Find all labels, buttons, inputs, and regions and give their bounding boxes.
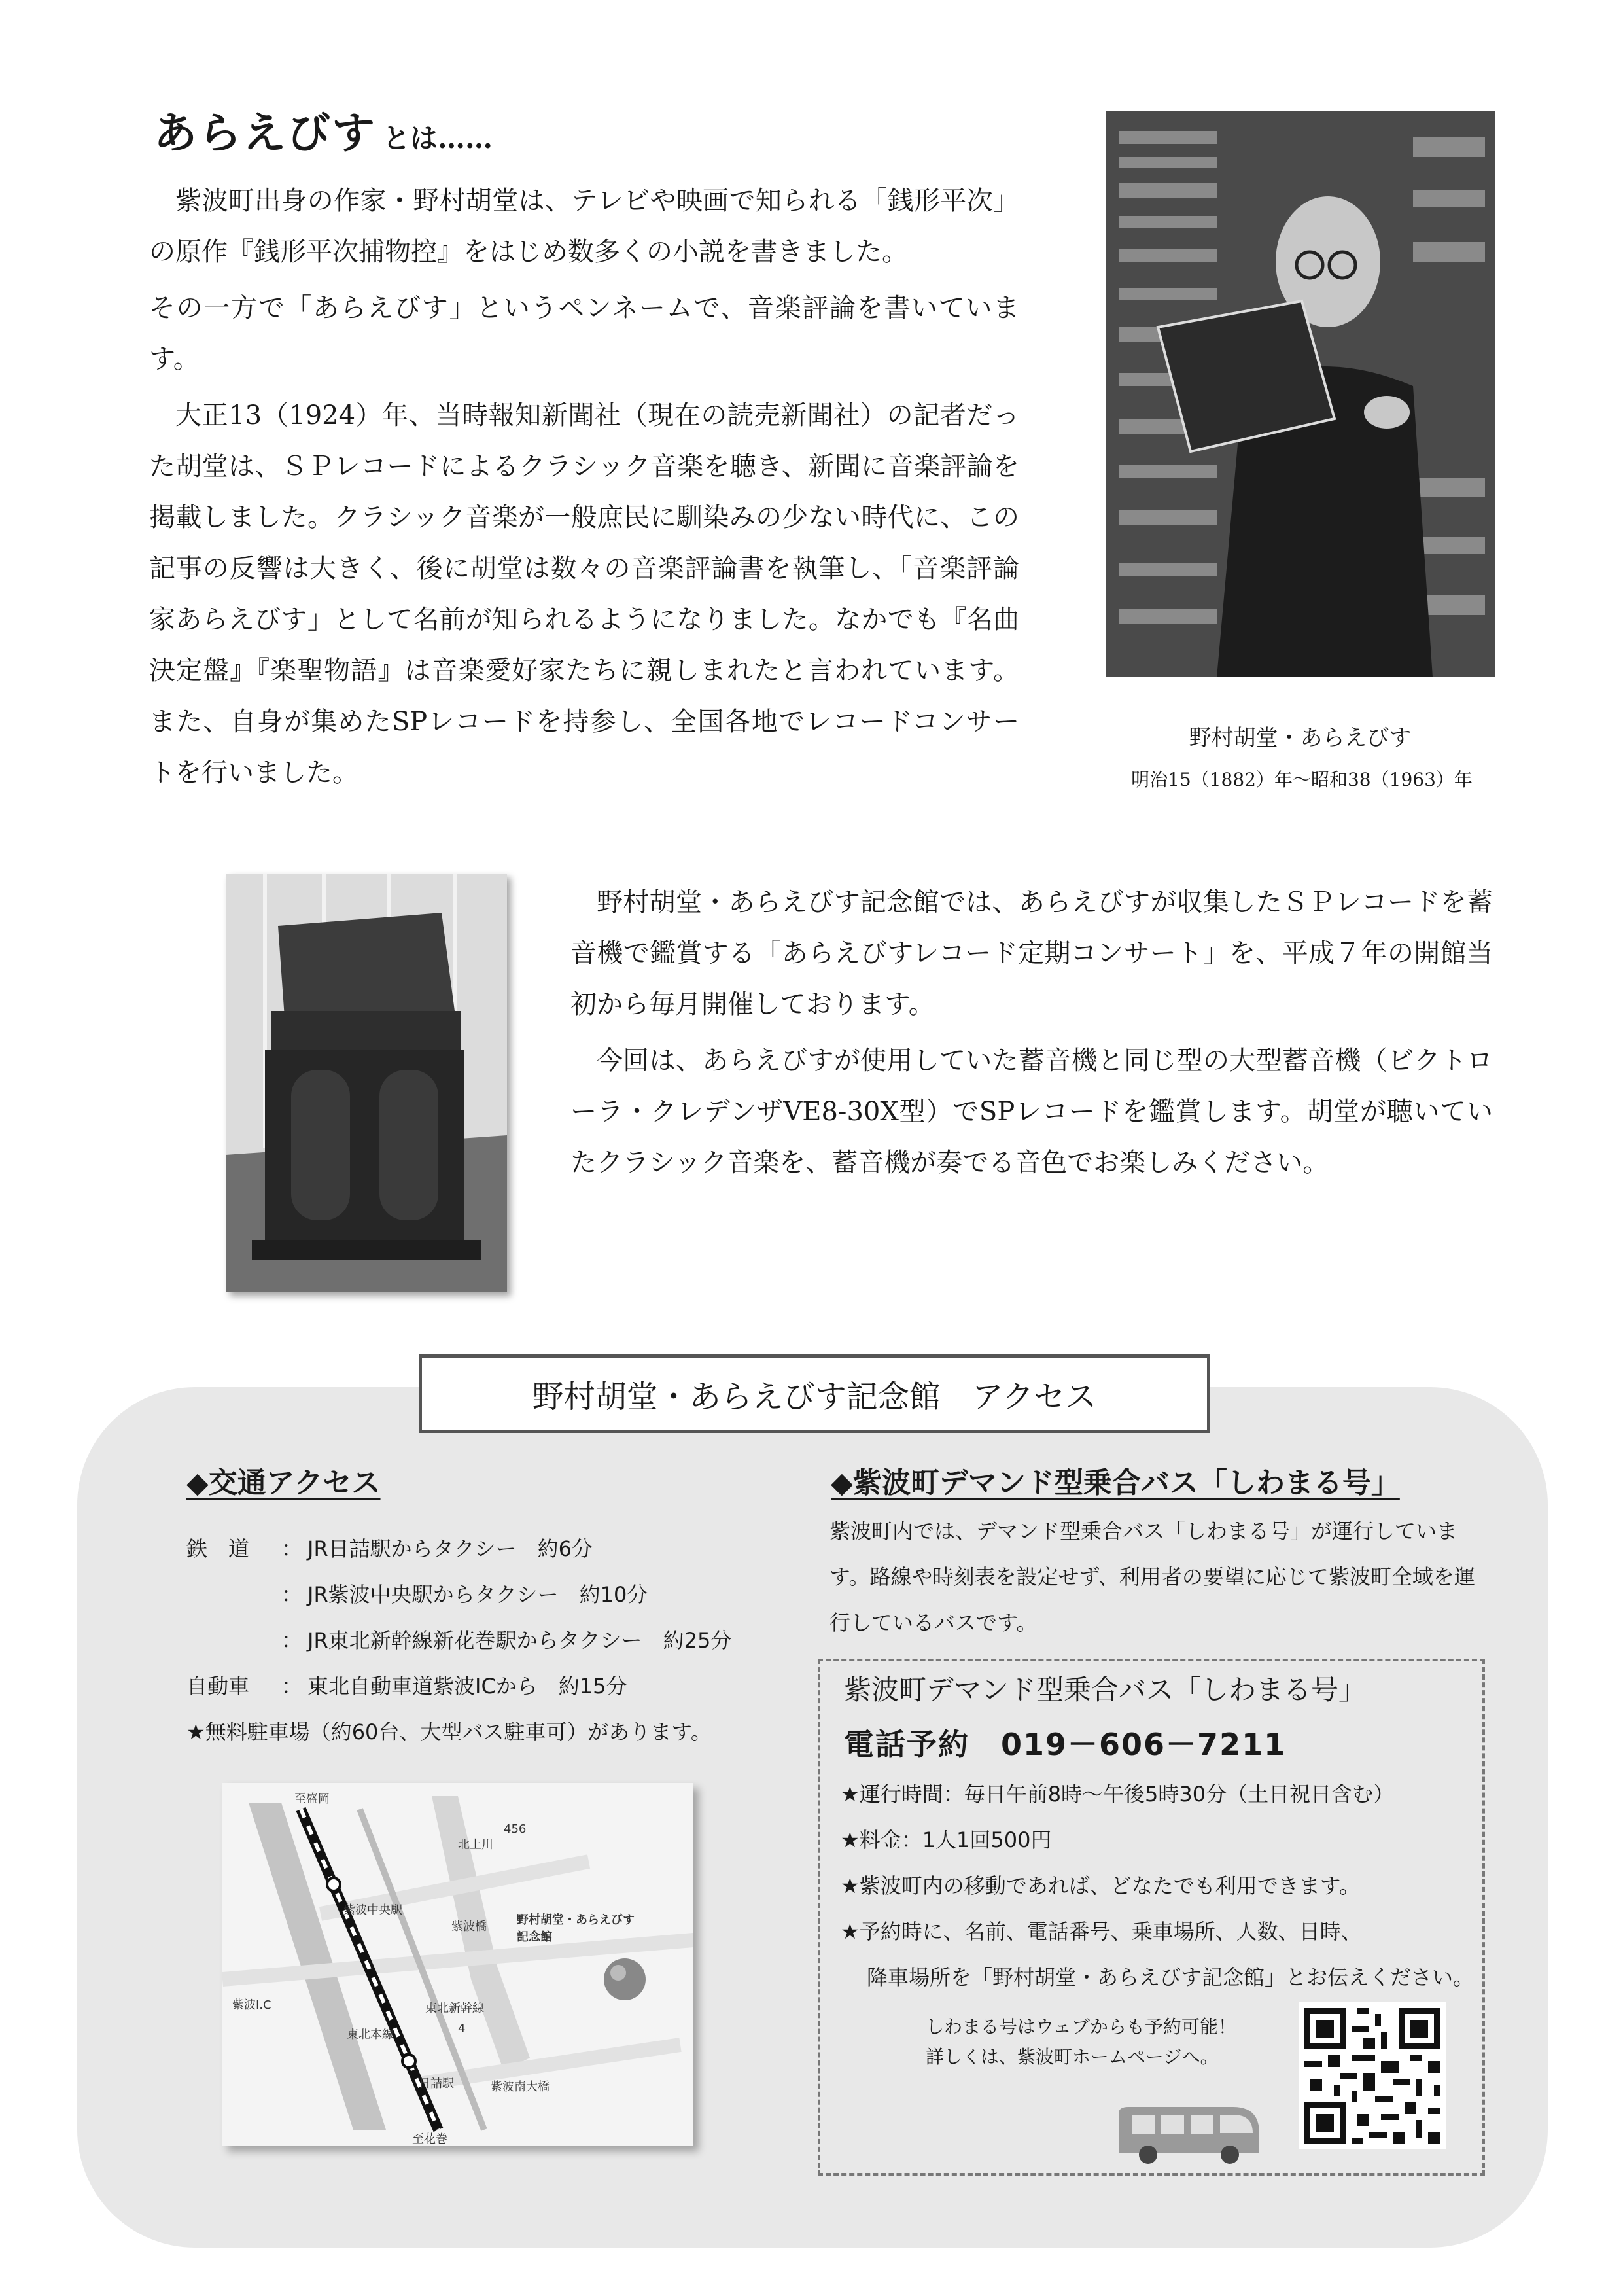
portrait-caption-dates: 明治15（1882）年～昭和38（1963）年 <box>1131 769 1473 790</box>
traffic-row-label: 自動車 <box>186 1674 250 1699</box>
bus-icon <box>1112 2104 1263 2166</box>
map-label-shiwa-bridge: 紫波橋 <box>451 1920 487 1934</box>
map-label-hizume: 日詰駅 <box>419 2077 454 2091</box>
qr-code-icon <box>1299 2002 1446 2149</box>
access-map <box>222 1783 693 2146</box>
gramophone-illustration <box>226 874 507 1292</box>
map-label-shinkansen: 東北新幹線 <box>425 2002 484 2015</box>
bus-info-item: 降車場所を「野村胡堂・あらえびす記念館」とお伝えください。 <box>867 1965 1475 1990</box>
map-label-shiwa-ic: 紫波I.C <box>232 1998 271 2012</box>
map-label-shiwa-south-bridge: 紫波南大橋 <box>491 2080 550 2094</box>
bus-info-item: ★運行時間：毎日午前8時～午後5時30分（土日祝日含む） <box>841 1782 1395 1807</box>
traffic-heading: ◆交通アクセス <box>186 1466 381 1500</box>
traffic-row <box>186 1616 828 1662</box>
page-title <box>154 98 493 160</box>
map-label-tohoku-main: 東北本線 <box>347 2028 394 2041</box>
bus-info-list <box>841 1770 1482 1999</box>
intro-paragraph: 紫波町出身の作家・野村胡堂は、テレビや映画で知られる「銭形平次」の原作『銭形平次捕物控』をはじめ数多くの小説を書きました。 <box>149 186 1019 267</box>
museum-paragraph: 野村胡堂・あらえびす記念館では、あらえびすが収集したＳＰレコードを蓄音機で鑑賞する「あらえびすレコード定期コンサート」を、平成７年の開館当初から毎月開催しております。 <box>570 887 1493 1019</box>
intro-paragraph: 大正13（1924）年、当時報知新聞社（現在の読売新聞社）の記者だった胡堂は、ＳＰレコードによるクラシック音楽を聴き、新聞に音楽評論を掲載しました。クラシック音楽が一般庶民に馴染みの少ない時代に、この記事の反響は大きく、後に胡堂は数々の音楽評論書を執筆し、「音楽評論家あらえびす」として名前が知られるようになりました。なかでも『名曲決定盤』『楽聖物語』は音楽愛好家たちに親しまれたと言われています。また、自身が集めたSPレコードを持参し、全国各地でレコードコンサートを行いました。 <box>149 400 1019 788</box>
parking-note: ★無料駐車場（約60台、大型バス駐車可）があります。 <box>186 1720 712 1744</box>
gramophone-photo <box>226 874 507 1292</box>
traffic-row-text: JR日詰駅からタクシー 約6分 <box>307 1536 593 1561</box>
traffic-row <box>186 1662 828 1708</box>
traffic-row <box>186 1525 828 1570</box>
intro-paragraph: その一方で「あらえびす」というペンネームで、音楽評論を書いています。 <box>149 293 1019 374</box>
portrait-illustration <box>1106 111 1495 677</box>
bus-box-title: 紫波町デマンド型乗合バス「しわまる号」 <box>844 1674 1367 1706</box>
map-label-shiwa-chuo: 紫波中央駅 <box>343 1903 402 1917</box>
traffic-row-colon: ： <box>281 1536 303 1561</box>
traffic-row-text: JR紫波中央駅からタクシー 約10分 <box>307 1582 648 1607</box>
title-suffix: とは…… <box>383 122 493 154</box>
museum-paragraph: 今回は、あらえびすが使用していた蓄音機と同じ型の大型蓄音機（ビクトローラ・クレデンザVE8-30X型）でSPレコードを鑑賞します。胡堂が聴いていたクラシック音楽を、蓄音機が奏でる音色でお楽しみください。 <box>570 1046 1493 1178</box>
bus-phone <box>844 1721 1286 1764</box>
traffic-row-text: JR東北新幹線新花巻駅からタクシー 約25分 <box>307 1628 732 1653</box>
intro-text <box>149 175 1019 798</box>
bus-info-item: ★紫波町内の移動であれば、どなたでも利用できます。 <box>841 1873 1361 1898</box>
bus-heading: ◆紫波町デマンド型乗合バス「しわまる号」 <box>831 1466 1400 1500</box>
traffic-row <box>186 1570 828 1616</box>
traffic-row-colon: ： <box>281 1628 303 1653</box>
access-title: 野村胡堂・あらえびす記念館 アクセス <box>419 1354 1210 1433</box>
map-label-hanamaki: 至花巻 <box>412 2132 447 2146</box>
web-note-line: しわまる号はウェブからも予約可能！ <box>926 2016 1236 2038</box>
portrait-photo <box>1106 111 1495 677</box>
map-label-route4: 4 <box>458 2022 466 2036</box>
bus-phone-number: 019－606－7211 <box>1001 1727 1287 1762</box>
bus-phone-label: 電話予約 <box>844 1727 969 1762</box>
qr-code[interactable] <box>1299 2002 1446 2149</box>
portrait-caption-name: 野村胡堂・あらえびす <box>1189 725 1412 751</box>
bus-info-item: ★予約時に、名前、電話番号、乗車場所、人数、日時、 <box>841 1919 1362 1944</box>
bus-info-item: ★料金：1人1回500円 <box>841 1828 1052 1852</box>
traffic-row-label: 鉄 道 <box>186 1536 250 1561</box>
title-main: あらえびす <box>154 107 376 158</box>
traffic-list <box>186 1525 828 1754</box>
map-label-morioka: 至盛岡 <box>294 1792 330 1806</box>
map-label-museum: 野村胡堂・あらえびす記念館 <box>517 1913 635 1944</box>
web-reservation-note <box>926 2012 1292 2072</box>
traffic-row-text: 東北自動車道紫波ICから 約15分 <box>307 1674 627 1699</box>
web-note-line: 詳しくは、紫波町ホームページへ。 <box>926 2046 1219 2068</box>
traffic-row-colon: ： <box>281 1674 303 1699</box>
museum-text <box>570 877 1493 1188</box>
map-label-kitakami: 北上川 <box>458 1838 493 1852</box>
bus-description: 紫波町内では、デマンド型乗合バス「しわまる号」が運行しています。路線や時刻表を設定せず、利用者の要望に応じて紫波町全域を運行しているバスです。 <box>829 1519 1475 1635</box>
map-label-route456: 456 <box>504 1822 527 1836</box>
traffic-row-colon: ： <box>281 1582 303 1607</box>
